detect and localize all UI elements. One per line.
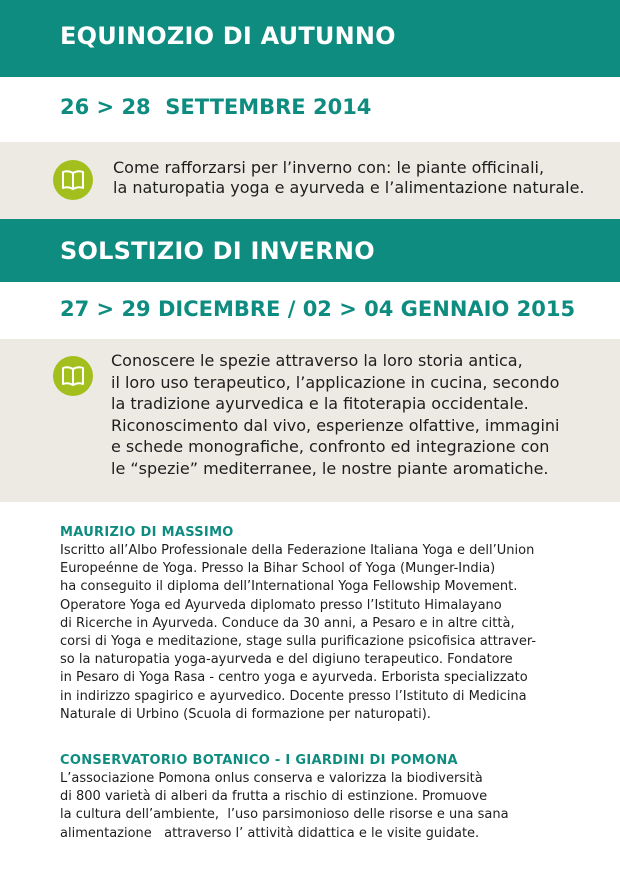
- bio-heading: MAURIZIO DI MASSIMO: [60, 525, 234, 540]
- event1-dates-band: [0, 77, 620, 142]
- description-line: la tradizione ayurvedica e la fitoterapia occidentale.: [111, 394, 529, 413]
- bio-line: Operatore Yoga ed Ayurveda diplomato presso l’Istituto Himalayano: [60, 597, 502, 613]
- event1-title-band: [0, 0, 620, 77]
- event2-dates: 27 > 29 DICEMBRE / 02 > 04 GENNAIO 2015: [60, 297, 576, 321]
- description-line: Conoscere le spezie attraverso la loro storia antica,: [111, 351, 523, 370]
- book-icon: [53, 160, 93, 200]
- description-line: e schede monografiche, confronto ed integrazione con: [111, 437, 550, 456]
- description-line: il loro uso terapeutico, l’applicazione in cucina, secondo: [111, 372, 560, 392]
- event2-title: SOLSTIZIO DI INVERNO: [60, 237, 375, 265]
- bio-line: Iscritto all’Albo Professionale della Federazione Italiana Yoga e dell’Union: [60, 543, 535, 558]
- book-icon: [53, 356, 93, 396]
- event1-description: [113, 158, 585, 198]
- bio-line: corsi di Yoga e meditazione, stage sulla purificazione psicofisica attraver-: [60, 634, 537, 650]
- event2-description: [111, 350, 559, 479]
- bio-heading: CONSERVATORIO BOTANICO - I GIARDINI DI POMONA: [60, 753, 458, 768]
- event2-title-band: [0, 219, 620, 282]
- event2-dates-band: [0, 282, 620, 339]
- bio-line: so la naturopatia yoga-ayurveda e del digiuno terapeutico. Fondatore: [60, 652, 513, 668]
- bio-line: in indirizzo spagirico e ayurvedico. Docente presso l’Istituto di Medicina: [60, 688, 527, 704]
- event1-title: EQUINOZIO DI AUTUNNO: [60, 22, 396, 50]
- bio-line: Naturale di Urbino (Scuola di formazione per naturopati).: [60, 706, 431, 722]
- description-line: Come rafforzarsi per l’inverno con: le piante officinali,: [113, 158, 545, 177]
- description-line: la naturopatia yoga e ayurveda e l’alimentazione naturale.: [113, 178, 585, 197]
- bio-line: ha conseguito il diploma dell’International Yoga Fellowship Movement.: [60, 579, 518, 595]
- bio-line: di 800 varietà di alberi da frutta a rischio di estinzione. Promuove: [60, 789, 488, 805]
- event2-description-band: [0, 339, 620, 502]
- bio-line: la cultura dell’ambiente, l’uso parsimonioso delle risorse e una sana: [60, 807, 509, 823]
- description-line: Riconoscimento dal vivo, esperienze olfattive, immagini: [111, 415, 560, 435]
- bio-line: alimentazione attraverso l’ attività didattica e le visite guidate.: [60, 825, 480, 841]
- bio-line: di Ricerche in Ayurveda. Conduce da 30 anni, a Pesaro e in altre città,: [60, 615, 515, 631]
- bio-line: Europeénne de Yoga. Presso la Bihar School of Yoga (Munger-India): [60, 561, 496, 577]
- bio-pomona: [60, 752, 590, 843]
- event1-description-band: [0, 142, 620, 219]
- bio-maurizio: [60, 524, 590, 724]
- description-line: le “spezie” mediterranee, le nostre piante aromatiche.: [111, 458, 549, 478]
- bio-line: L’associazione Pomona onlus conserva e valorizza la biodiversità: [60, 771, 483, 786]
- event1-dates: 26 > 28 SETTEMBRE 2014: [60, 95, 372, 119]
- bio-line: in Pesaro di Yoga Rasa - centro yoga e ayurveda. Erborista specializzato: [60, 670, 528, 686]
